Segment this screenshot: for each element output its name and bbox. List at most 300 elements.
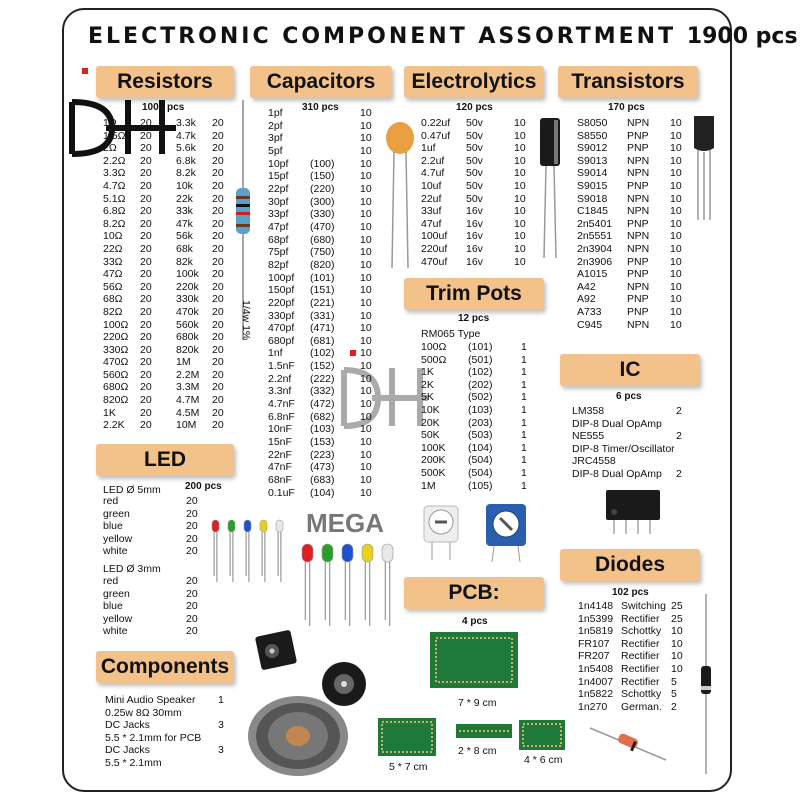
transistors-header: Transistors <box>558 66 698 98</box>
led-qty: 20 <box>186 507 198 520</box>
component-qty: 3 <box>218 719 224 732</box>
resistor-rating: 1/4w 1% <box>240 300 252 341</box>
resistor-qty: 20 <box>212 331 224 344</box>
capacitor-code: (683) <box>310 474 335 487</box>
electrolytic-qty: 10 <box>514 129 526 142</box>
capacitor-qty: 10 <box>360 157 372 170</box>
resistor-qty: 20 <box>212 406 224 419</box>
resistor-value: 10M <box>176 419 197 432</box>
trimpots-header: Trim Pots <box>404 278 544 310</box>
resistor-qty: 20 <box>140 117 152 129</box>
capacitor-code: (680) <box>310 233 335 246</box>
transistor-qty: 10 <box>670 305 682 318</box>
resistor-value: 470Ω <box>103 356 129 369</box>
pcb-size-5x7: 5 * 7 cm <box>389 761 428 773</box>
led-color: white <box>103 545 128 558</box>
led-3mm <box>260 520 267 582</box>
capacitor-value: 15pf <box>268 170 289 183</box>
pcb-count: 4 pcs <box>462 616 488 627</box>
capacitor-code: (152) <box>310 360 335 373</box>
resistor-value: 1Ω <box>103 117 117 129</box>
electrolytic-capacitor-illustration <box>536 118 566 258</box>
transistor-qty: 10 <box>670 142 682 155</box>
transistor-qty: 10 <box>670 268 682 281</box>
resistor-value: 5.6k <box>176 142 196 155</box>
trimpot-qty: 1 <box>521 441 527 454</box>
resistor-qty: 20 <box>140 154 152 167</box>
diode-qty: 5 <box>671 688 677 701</box>
capacitor-code: (151) <box>310 284 335 297</box>
capacitor-qty: 10 <box>360 284 372 297</box>
resistor-value: 47Ω <box>103 268 123 281</box>
resistors-qty-1 <box>140 117 152 432</box>
led-3mm <box>212 520 219 582</box>
electrolytic-value: 4.7uf <box>421 167 445 180</box>
led-5mm <box>382 544 393 626</box>
resistor-qty: 20 <box>140 419 152 432</box>
trimpot-code: (504) <box>468 466 493 479</box>
resistor-qty: 20 <box>212 293 224 306</box>
electrolytic-value: 100uf <box>421 230 448 243</box>
led-3mm <box>244 520 251 582</box>
electrolytic-qty: 10 <box>514 179 526 192</box>
capacitor-code: (472) <box>310 398 335 411</box>
capacitors-qty <box>360 107 372 499</box>
ic-qty <box>676 443 682 456</box>
trimpot-value: 500Ω <box>421 353 447 366</box>
transistor-part: S9014 <box>577 167 608 180</box>
transistor-qty: 10 <box>670 293 682 306</box>
transistor-type: NPN <box>627 205 650 218</box>
component-qty <box>218 757 224 770</box>
transistor-qty: 10 <box>670 318 682 331</box>
component-qty: 3 <box>218 744 224 757</box>
resistor-qty: 20 <box>140 406 152 419</box>
resistor-qty: 20 <box>140 356 152 369</box>
pcb-2x8-illustration <box>456 724 516 744</box>
trimpot-qty: 1 <box>521 353 527 366</box>
led-color: yellow <box>103 532 133 545</box>
capacitor-code: (820) <box>310 258 335 271</box>
capacitor-value: 2pf <box>268 119 283 132</box>
transistor-part: S8550 <box>577 129 608 142</box>
resistor-value: 8.2k <box>176 167 196 180</box>
trimpot-illustration <box>418 496 548 566</box>
resistor-qty: 20 <box>140 381 152 394</box>
led-3mm-qty <box>186 575 198 638</box>
capacitor-value: 1nf <box>268 347 283 360</box>
electrolytic-voltage: 50v <box>466 117 483 129</box>
resistor-qty: 20 <box>212 142 224 155</box>
diodes-header: Diodes <box>560 549 700 581</box>
capacitor-value: 680pf <box>268 334 295 347</box>
resistor-qty: 20 <box>140 242 152 255</box>
transistor-part: 2n5551 <box>577 230 613 243</box>
component-item: 5.5 * 2.1mm for PCB <box>105 731 202 744</box>
capacitor-qty: 10 <box>360 107 372 119</box>
resistor-value: 470k <box>176 305 199 318</box>
capacitor-qty: 10 <box>360 410 372 423</box>
capacitor-value: 100pf <box>268 271 295 284</box>
ic-chip-illustration <box>598 484 678 544</box>
capacitor-code: (332) <box>310 385 335 398</box>
electrolytic-voltage: 16v <box>466 230 483 243</box>
electrolytic-value: 220uf <box>421 242 448 255</box>
capacitor-qty: 10 <box>360 132 372 145</box>
resistor-value: 5.1Ω <box>103 192 126 205</box>
pcb-size-7x9: 7 * 9 cm <box>458 697 497 709</box>
resistor-value: 2.2K <box>103 419 125 432</box>
resistor-value: 8.2Ω <box>103 217 126 230</box>
led-3mm-illustration <box>206 520 296 590</box>
resistor-value: 820k <box>176 343 199 356</box>
resistor-qty: 20 <box>212 318 224 331</box>
electrolytic-qty: 10 <box>514 117 526 129</box>
transistor-type: PNP <box>627 268 649 281</box>
ic-line: DIP-8 Dual OpAmp <box>572 417 662 430</box>
diode-part: 1n4007 <box>578 675 614 688</box>
led-header: LED <box>96 444 234 476</box>
capacitor-code: (681) <box>310 334 335 347</box>
electrolytics-values <box>421 117 450 268</box>
led-qty: 20 <box>186 612 198 625</box>
transistor-type: NPN <box>627 318 650 331</box>
trimpot-code: (503) <box>468 429 493 442</box>
resistor-value: 560Ω <box>103 368 129 381</box>
capacitor-qty: 10 <box>360 372 372 385</box>
electrolytic-qty: 10 <box>514 230 526 243</box>
diode-glass-illustration <box>590 724 670 764</box>
led-color: blue <box>103 600 123 613</box>
electrolytic-value: 10uf <box>421 179 442 192</box>
capacitor-value: 150pf <box>268 284 295 297</box>
resistor-value: 330k <box>176 293 199 306</box>
capacitor-qty: 10 <box>360 296 372 309</box>
capacitor-qty: 10 <box>360 347 372 360</box>
diode-type: Schottky <box>621 688 662 701</box>
resistor-qty: 20 <box>212 381 224 394</box>
capacitor-qty: 10 <box>360 486 372 499</box>
trimpot-code: (101) <box>468 341 493 353</box>
resistor-value: 10k <box>176 179 193 192</box>
trimpot-code: (105) <box>468 479 493 492</box>
diodes-qty <box>671 600 683 713</box>
diodes-parts <box>578 600 613 713</box>
electrolytic-voltage: 50v <box>466 129 483 142</box>
capacitor-code: (330) <box>310 208 335 221</box>
led-3mm-colors <box>103 575 132 638</box>
electrolytics-volts <box>466 117 483 268</box>
ic-qty <box>676 418 682 431</box>
led-count: 200 pcs <box>185 481 222 492</box>
transistor-part: A733 <box>577 305 602 318</box>
capacitor-qty: 10 <box>360 119 372 132</box>
resistor-value: 68k <box>176 242 193 255</box>
transistor-part: A92 <box>577 293 596 306</box>
resistor-qty: 20 <box>140 343 152 356</box>
component-qty <box>218 732 224 745</box>
resistor-value: 22k <box>176 192 193 205</box>
electrolytic-voltage: 50v <box>466 167 483 180</box>
capacitor-code: (470) <box>310 220 335 233</box>
resistor-value: 3.3Ω <box>103 167 126 180</box>
resistor-value: 82Ω <box>103 305 123 318</box>
diode-part: 1n5819 <box>578 625 614 638</box>
resistor-value: 4.7Ω <box>103 179 126 192</box>
component-item: 0.25w 8Ω 30mm <box>105 706 182 719</box>
diode-qty: 10 <box>671 625 683 638</box>
capacitor-value: 10nF <box>268 423 292 436</box>
speaker-illustration <box>246 692 356 782</box>
resistor-value: 6.8Ω <box>103 205 126 218</box>
led-qty: 20 <box>186 587 198 600</box>
capacitor-code: (331) <box>310 309 335 322</box>
capacitor-code: (682) <box>310 410 335 423</box>
capacitor-code: (300) <box>310 195 335 208</box>
resistor-value: 2.2M <box>176 368 200 381</box>
trimpot-value: 10K <box>421 403 440 416</box>
capacitor-value: 75pf <box>268 246 289 259</box>
trimpot-qty: 1 <box>521 416 527 429</box>
resistor-value: 1K <box>103 406 116 419</box>
diode-qty: 25 <box>671 600 683 612</box>
led-color: green <box>103 587 130 600</box>
electrolytic-qty: 10 <box>514 242 526 255</box>
resistor-qty: 20 <box>212 230 224 243</box>
diode-type: Schottky <box>621 625 662 638</box>
led-5mm <box>322 544 333 626</box>
resistor-qty: 20 <box>212 167 224 180</box>
resistors-values-2 <box>176 117 199 432</box>
electrolytic-value: 22uf <box>421 192 442 205</box>
transistor-part: S9012 <box>577 142 608 155</box>
resistor-qty: 20 <box>212 305 224 318</box>
resistor-qty: 20 <box>212 268 224 281</box>
electrolytic-voltage: 16v <box>466 242 483 255</box>
resistor-value: 100k <box>176 268 199 281</box>
capacitor-value: 68nF <box>268 474 292 487</box>
resistors-qty-2 <box>212 117 224 432</box>
ic-qty <box>676 455 682 468</box>
diode-type: Rectifier <box>621 637 660 650</box>
pcb-size-4x6: 4 * 6 cm <box>524 754 563 766</box>
transistors-qty <box>670 117 682 331</box>
led-5mm-qty <box>186 495 198 558</box>
pcb-7x9-illustration <box>430 632 520 690</box>
ic-qty: 2 <box>676 405 682 417</box>
resistor-value: 560k <box>176 318 199 331</box>
trimpots-values <box>421 341 446 492</box>
ic-header: IC <box>560 354 700 386</box>
transistor-part: 2n3906 <box>577 255 613 268</box>
capacitor-code: (750) <box>310 246 335 259</box>
resistor-value: 1M <box>176 356 191 369</box>
transistor-type: NPN <box>627 154 650 167</box>
led-color: blue <box>103 520 123 533</box>
trimpot-code: (104) <box>468 441 493 454</box>
transistors-types <box>627 117 649 331</box>
transistor-illustration <box>690 112 720 222</box>
components-qty <box>218 694 224 770</box>
watermark-text: MEGA <box>306 508 384 538</box>
transistor-qty: 10 <box>670 179 682 192</box>
capacitor-qty: 10 <box>360 182 372 195</box>
trimpots-count: 12 pcs <box>458 313 490 324</box>
trimpot-value: 500K <box>421 466 446 479</box>
transistor-qty: 10 <box>670 205 682 218</box>
electrolytic-voltage: 50v <box>466 192 483 205</box>
capacitors-header: Capacitors <box>250 66 392 98</box>
pcb-size-2x8: 2 * 8 cm <box>458 745 497 757</box>
led-5mm <box>302 544 313 626</box>
capacitor-value: 47pf <box>268 220 289 233</box>
resistor-qty: 20 <box>212 242 224 255</box>
resistor-value: 33Ω <box>103 255 123 268</box>
diode-part: 1n4148 <box>578 600 614 612</box>
electrolytic-value: 0.22uf <box>421 117 451 129</box>
capacitor-qty: 10 <box>360 385 372 398</box>
resistor-value: 4.5M <box>176 406 200 419</box>
transistor-qty: 10 <box>670 129 682 142</box>
capacitor-code: (101) <box>310 271 335 284</box>
led-qty: 20 <box>186 532 198 545</box>
electrolytic-voltage: 16v <box>466 205 483 218</box>
transistor-type: PNP <box>627 142 649 155</box>
resistor-qty: 20 <box>140 368 152 381</box>
transistor-qty: 10 <box>670 192 682 205</box>
capacitor-qty: 10 <box>360 246 372 259</box>
resistor-qty: 20 <box>140 331 152 344</box>
led-color: red <box>103 575 119 587</box>
capacitor-code: (473) <box>310 461 335 474</box>
capacitor-value: 30pf <box>268 195 289 208</box>
capacitor-code <box>310 107 335 120</box>
transistor-qty: 10 <box>670 280 682 293</box>
watermark-logo <box>338 350 428 430</box>
resistor-qty: 20 <box>140 305 152 318</box>
trimpot-value: 50K <box>421 429 440 442</box>
diode-part: 1n270 <box>578 700 608 713</box>
trimpot-qty: 1 <box>521 391 527 404</box>
trimpot-qty: 1 <box>521 429 527 442</box>
capacitor-value: 68pf <box>268 233 289 246</box>
capacitor-code: (104) <box>310 486 335 499</box>
resistor-value: 56Ω <box>103 280 123 293</box>
resistor-qty: 20 <box>212 154 224 167</box>
led-5mm-illustration <box>296 544 406 634</box>
resistor-qty: 20 <box>212 280 224 293</box>
led-color: green <box>103 507 130 520</box>
trimpot-value: 1M <box>421 479 436 492</box>
trimpot-qty: 1 <box>521 378 527 391</box>
component-item: 5.5 * 2.1mm <box>105 756 162 769</box>
electrolytic-voltage: 50v <box>466 154 483 167</box>
resistor-qty: 20 <box>140 179 152 192</box>
capacitor-code <box>310 120 335 133</box>
resistor-value: 2.2Ω <box>103 154 126 167</box>
capacitor-value: 15nF <box>268 436 292 449</box>
transistor-part: 2n3904 <box>577 242 613 255</box>
led-color: white <box>103 625 128 638</box>
capacitor-qty: 10 <box>360 322 372 335</box>
capacitor-code: (103) <box>310 423 335 436</box>
capacitor-qty: 10 <box>360 170 372 183</box>
resistor-qty: 20 <box>140 268 152 281</box>
led-qty: 20 <box>186 600 198 613</box>
capacitor-qty: 10 <box>360 271 372 284</box>
capacitors-values <box>268 107 295 499</box>
electrolytic-value: 470uf <box>421 255 448 268</box>
resistor-qty: 20 <box>212 419 224 432</box>
resistor-value: 220Ω <box>103 331 129 344</box>
trimpot-value: 1K <box>421 366 434 379</box>
resistor-qty: 20 <box>212 394 224 407</box>
transistor-type: NPN <box>627 230 650 243</box>
trimpots-codes <box>468 341 493 492</box>
resistors-count: 1000 pcs <box>142 102 185 113</box>
capacitor-code: (153) <box>310 436 335 449</box>
diode-part: FR207 <box>578 650 610 663</box>
resistor-value: 56k <box>176 230 193 243</box>
resistor-value: 3.3M <box>176 381 200 394</box>
capacitor-value: 4.7nF <box>268 398 295 411</box>
trimpot-qty: 1 <box>521 403 527 416</box>
transistor-type: PNP <box>627 217 649 230</box>
diode-part: 1n5822 <box>578 688 614 701</box>
trimpot-qty: 1 <box>521 366 527 379</box>
transistor-qty: 10 <box>670 167 682 180</box>
trimpot-code: (504) <box>468 454 493 467</box>
resistor-qty: 20 <box>212 205 224 218</box>
transistor-part: S8050 <box>577 117 608 129</box>
trimpot-code: (103) <box>468 403 493 416</box>
diode-part: 1n5408 <box>578 662 614 675</box>
resistor-value: 820Ω <box>103 394 129 407</box>
electrolytic-qty: 10 <box>514 217 526 230</box>
capacitor-qty: 10 <box>360 360 372 373</box>
transistor-qty: 10 <box>670 217 682 230</box>
electrolytic-qty: 10 <box>514 255 526 268</box>
resistor-qty: 20 <box>140 318 152 331</box>
capacitor-qty: 10 <box>360 220 372 233</box>
diode-qty: 10 <box>671 650 683 663</box>
transistor-type: NPN <box>627 280 650 293</box>
component-item: DC Jacks <box>105 744 150 757</box>
electrolytic-value: 47uf <box>421 217 442 230</box>
resistor-value: 1.5Ω <box>103 129 126 142</box>
trimpot-value: 200K <box>421 454 446 467</box>
electrolytic-value: 2.2uf <box>421 154 445 167</box>
capacitor-value: 82pf <box>268 258 289 271</box>
component-item: DC Jacks <box>105 719 150 732</box>
led-qty: 20 <box>186 520 198 533</box>
resistor-value: 4.7k <box>176 129 196 142</box>
trimpot-qty: 1 <box>521 479 527 492</box>
resistor-qty: 20 <box>212 129 224 142</box>
capacitor-qty: 10 <box>360 195 372 208</box>
ic-line: JRC4558 <box>572 455 616 468</box>
capacitor-qty: 10 <box>360 258 372 271</box>
resistor-value: 680k <box>176 331 199 344</box>
ic-qty: 2 <box>676 430 682 443</box>
transistor-qty: 10 <box>670 242 682 255</box>
diode-qty: 25 <box>671 612 683 625</box>
capacitor-qty: 10 <box>360 334 372 347</box>
trimpot-code: (203) <box>468 416 493 429</box>
ceramic-capacitor-illustration <box>380 118 420 268</box>
resistor-qty: 20 <box>140 230 152 243</box>
resistor-qty: 20 <box>140 217 152 230</box>
